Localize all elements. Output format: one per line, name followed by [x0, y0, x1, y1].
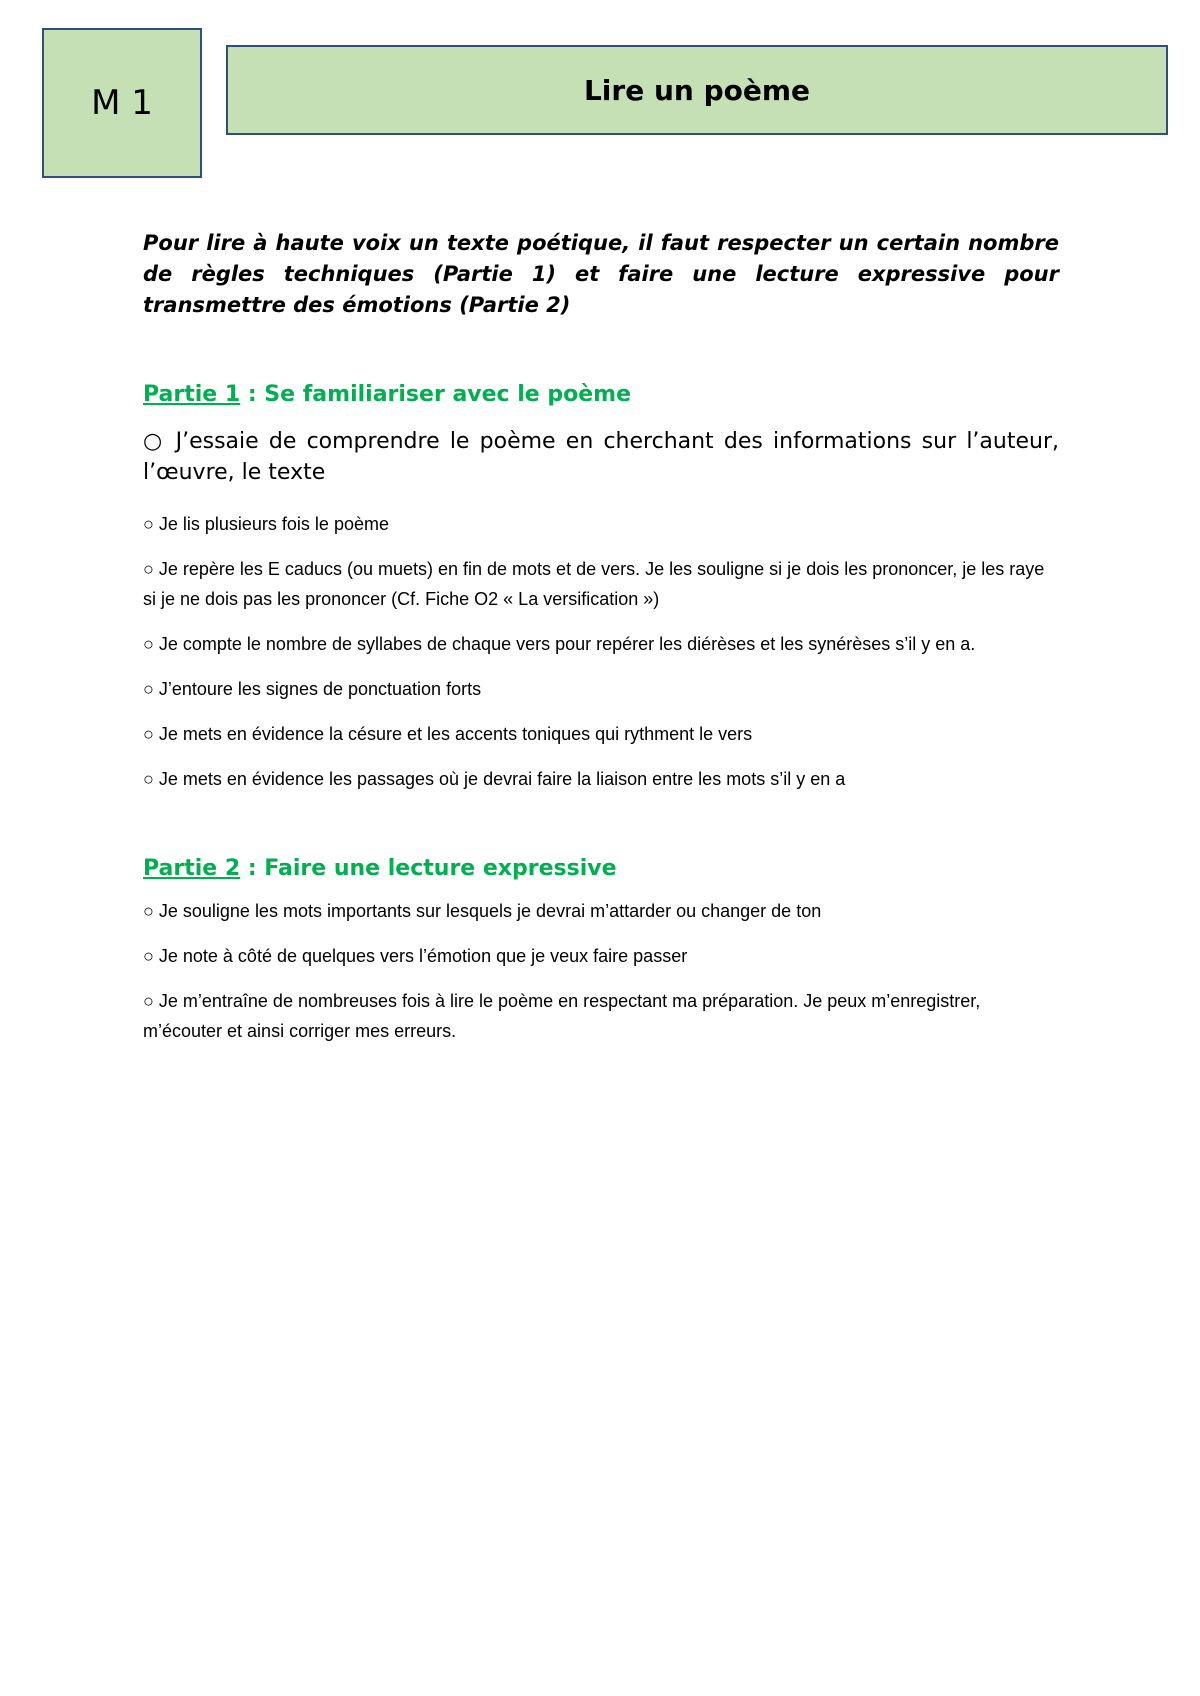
document-body	[143, 228, 1059, 1061]
list-item: ○ Je souligne les mots importants sur lesquels je devrai m’attarder ou changer de ton	[143, 901, 822, 921]
title-box	[226, 45, 1168, 135]
intro-paragraph: Pour lire à haute voix un texte poétique, il faut respecter un certain nombre de règles techniques (Partie 1) et faire une lecture expressive pour transmettre des émotions (Partie 2)	[143, 231, 1059, 317]
partie-2-heading	[143, 854, 1059, 884]
list-item: ○ J’entoure les signes de ponctuation forts	[143, 679, 482, 699]
module-code-box	[42, 28, 202, 178]
list-item: ○ Je mets en évidence les passages où je devrai faire la liaison entre les mots s’il y en a	[143, 769, 846, 789]
page-title: Lire un poème	[583, 73, 811, 107]
partie-2-title: : Faire une lecture expressive	[240, 856, 617, 881]
partie-1-lead-item: ○ J’essaie de comprendre le poème en cherchant des informations sur l’auteur, l’œuvre, le texte	[143, 429, 1059, 485]
partie-1-list	[143, 509, 1059, 794]
list-item: ○ Je note à côté de quelques vers l’émotion que je veux faire passer	[143, 946, 688, 966]
partie-2-list	[143, 896, 1059, 1046]
partie-1-label: Partie 1	[143, 382, 241, 407]
partie-2-label: Partie 2	[143, 856, 241, 881]
list-item: ○ Je repère les E caducs (ou muets) en fin de mots et de vers. Je les souligne si je dois les prononcer, je les raye si je ne dois pas les prononcer (Cf. Fiche O2 « La versification »)	[143, 559, 1045, 609]
module-code: M 1	[91, 83, 153, 123]
list-item: ○ Je lis plusieurs fois le poème	[143, 514, 389, 534]
list-item: ○ Je mets en évidence la césure et les accents toniques qui rythment le vers	[143, 724, 753, 744]
list-item: ○ Je compte le nombre de syllabes de chaque vers pour repérer les diérèses et les synérèses s’il y en a.	[143, 634, 976, 654]
list-item: ○ Je m’entraîne de nombreuses fois à lire le poème en respectant ma préparation. Je peux m’enregistrer, m’écouter et ainsi corriger mes erreurs.	[143, 991, 981, 1041]
partie-1-heading	[143, 380, 1059, 410]
partie-1-title: : Se familiariser avec le poème	[240, 382, 632, 407]
